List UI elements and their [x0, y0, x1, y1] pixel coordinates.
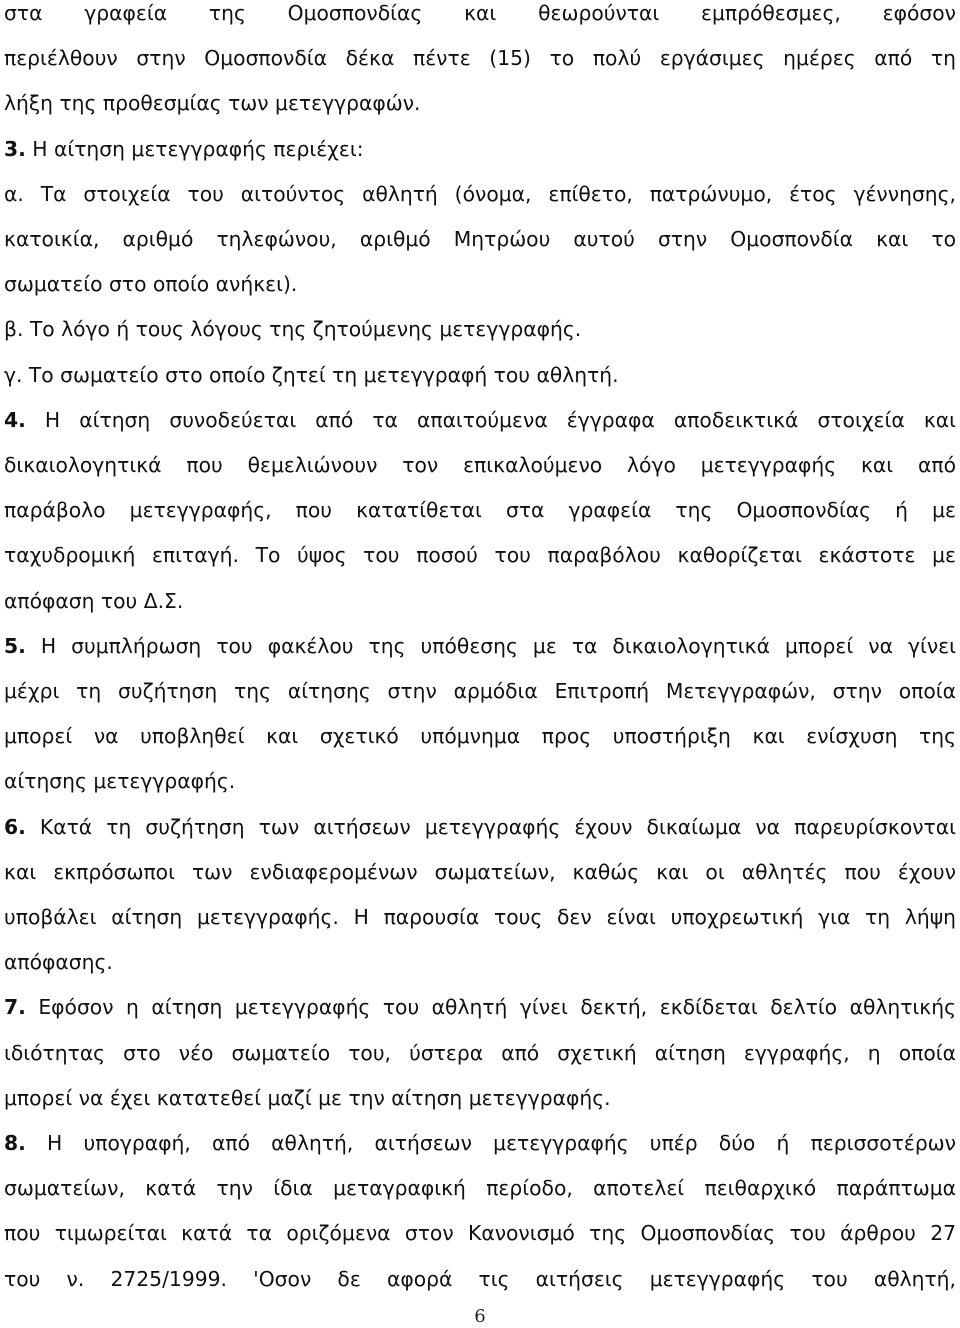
- text-line: [4, 269, 956, 299]
- line-text: μέχρι τη συζήτηση της αίτησης στην αρμόδια Επιτροπή Μετεγγραφών, στην οποία: [4, 679, 956, 703]
- section-number: 3.: [4, 136, 26, 161]
- text-line: [4, 1038, 956, 1068]
- text-line: [4, 450, 956, 480]
- line-text: περιέλθουν στην Ομοσπονδία δέκα πέντε (15) το πολύ εργάσιμες ημέρες από τη: [4, 46, 956, 71]
- line-text: μπορεί να υποβληθεί και σχετικό υπόμνημα προς υποστήριξη και ενίσχυση της: [4, 724, 956, 749]
- section-number: 8.: [4, 1131, 26, 1155]
- line-text: γ. Το σωματείο στο οποίο ζητεί τη μετεγγραφή του αθλητή.: [4, 362, 619, 387]
- text-line: [4, 1218, 956, 1248]
- line-text: Η αίτηση συνοδεύεται από τα απαιτούμενα έγγραφα αποδεικτικά στοιχεία και: [44, 407, 956, 432]
- line-text: σωματείων, κατά την ίδια μεταγραφική περίοδο, αποτελεί πειθαρχικό παράπτωμα: [4, 1176, 956, 1201]
- text-line: [4, 134, 956, 164]
- line-text: λήξη της προθεσμίας των μετεγγραφών.: [4, 91, 421, 116]
- line-text: Η αίτηση μετεγγραφής περιέχει:: [32, 136, 364, 161]
- line-text: ιδιότητας στο νέο σωματείο του, ύστερα από σχετική αίτηση εγγραφής, η οποία: [4, 1040, 956, 1065]
- line-text: Εφόσον η αίτηση μετεγγραφής του αθλητή γίνει δεκτή, εκδίδεται δελτίο αθλητικής: [38, 995, 956, 1020]
- text-line: [4, 540, 956, 570]
- line-text: κατοικία, αριθμό τηλεφώνου, αριθμό Μητρώου αυτού στην Ομοσπονδία και το: [4, 227, 956, 251]
- text-line: [4, 1083, 956, 1113]
- text-line: [4, 586, 956, 616]
- line-text: απόφαση του Δ.Σ.: [4, 588, 184, 613]
- text-line: [4, 88, 956, 118]
- line-text: του ν. 2725/1999. 'Οσον δε αφορά τις αιτήσεις μετεγγραφής του αθλητή,: [4, 1266, 956, 1291]
- text-line: [4, 812, 956, 842]
- text-line: [4, 766, 956, 796]
- text-line: [4, 992, 956, 1022]
- line-text: παράβολο μετεγγραφής, που κατατίθεται στα γραφεία της Ομοσπονδίας ή με: [4, 498, 956, 523]
- line-text: α. Τα στοιχεία του αιτούντος αθλητή (όνομα, επίθετο, πατρώνυμο, έτος γέννησης,: [4, 181, 956, 206]
- line-text: β. Το λόγο ή τους λόγους της ζητούμενης μετεγγραφής.: [4, 317, 582, 342]
- line-text: Κατά τη συζήτηση των αιτήσεων μετεγγραφής έχουν δικαίωμα να παρευρίσκονται: [39, 814, 956, 839]
- line-text: που τιμωρείται κατά τα οριζόμενα στον Κανονισμό της Ομοσπονδίας του άρθρου 27: [4, 1221, 956, 1246]
- line-text: στα γραφεία της Ομοσπονδίας και θεωρούνται εμπρόθεσμες, εφόσον: [4, 1, 956, 25]
- text-line: [4, 1173, 956, 1203]
- line-text: σωματείο στο οποίο ανήκει).: [4, 272, 298, 297]
- text-line: [4, 405, 956, 435]
- text-line: [4, 360, 956, 390]
- line-text: αίτησης μετεγγραφής.: [4, 769, 236, 794]
- text-line: [4, 902, 956, 932]
- text-line: [4, 631, 956, 661]
- section-number: 7.: [4, 995, 26, 1020]
- page-number: 6: [474, 1306, 486, 1327]
- text-line: [4, 224, 956, 254]
- line-text: ταχυδρομική επιταγή. Το ύψος του ποσού του παραβόλου καθορίζεται εκάστοτε με: [4, 543, 956, 568]
- text-line: [4, 1264, 956, 1294]
- text-line: [4, 1128, 956, 1158]
- line-text: Η υπογραφή, από αθλητή, αιτήσεων μετεγγραφής υπέρ δύο ή περισσοτέρων: [47, 1131, 956, 1155]
- line-text: δικαιολογητικά που θεμελιώνουν τον επικαλούμενο λόγο μετεγγραφής και από: [4, 453, 956, 477]
- line-text: απόφασης.: [4, 950, 113, 975]
- text-line: [4, 947, 956, 977]
- text-line: [4, 0, 956, 28]
- text-line: [4, 495, 956, 525]
- text-line: [4, 676, 956, 706]
- text-line: [4, 857, 956, 887]
- line-text: και εκπρόσωποι των ενδιαφερομένων σωματείων, καθώς και οι αθλητές που έχουν: [4, 859, 956, 884]
- text-line: [4, 721, 956, 751]
- line-text: μπορεί να έχει κατατεθεί μαζί με την αίτηση μετεγγραφής.: [4, 1085, 611, 1110]
- section-number: 6.: [4, 814, 26, 839]
- line-text: Η συμπλήρωση του φακέλου της υπόθεσης με τα δικαιολογητικά μπορεί να γίνει: [40, 633, 956, 658]
- text-line: [4, 179, 956, 209]
- text-line: [4, 43, 956, 73]
- section-number: 4.: [4, 407, 26, 432]
- line-text: υποβάλει αίτηση μετεγγραφής. Η παρουσία τους δεν είναι υποχρεωτική για τη λήψη: [4, 905, 956, 929]
- section-number: 5.: [4, 633, 26, 658]
- text-line: [4, 314, 956, 344]
